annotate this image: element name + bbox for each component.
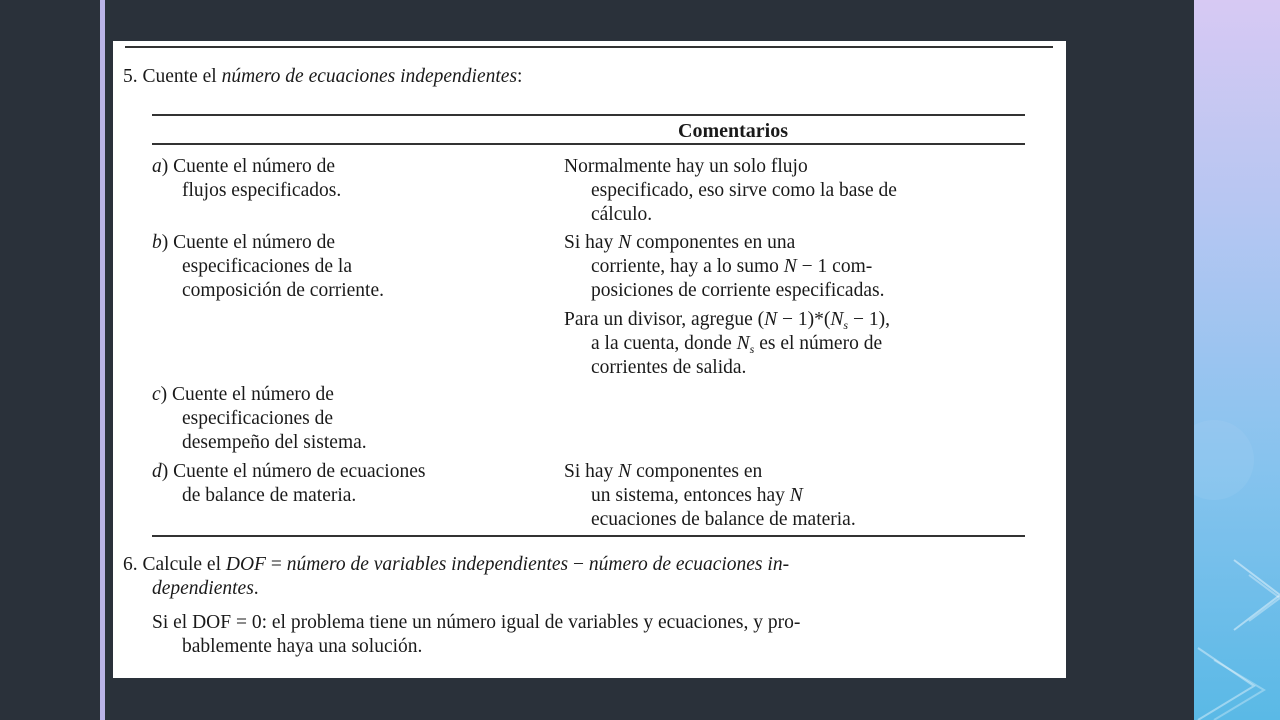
row-d-comment-line-2: un sistema, entonces hay N <box>591 485 803 506</box>
row-d-comment-line-1: Si hay N componentes en <box>564 461 763 482</box>
row-c-left-line-1: c) Cuente el número de <box>152 384 334 405</box>
table-header-rule <box>152 143 1025 145</box>
row-b-left-line-3: composición de corriente. <box>182 280 384 301</box>
row-b-comment-line-1: Si hay N componentes en una <box>564 232 796 253</box>
row-a-comment-line-3: cálculo. <box>591 204 653 225</box>
decorative-side-panel <box>1194 0 1280 720</box>
row-d-comment-line-3: ecuaciones de balance de materia. <box>591 509 856 530</box>
table-top-rule <box>152 114 1025 116</box>
row-a-left-line-1: a) Cuente el número de <box>152 156 336 177</box>
row-b-comment-line-3: posiciones de corriente especificadas. <box>591 280 885 301</box>
section-6-line-1: 6. Calcule el DOF = número de variables independientes − número de ecuaciones in- <box>123 554 790 575</box>
comments-header: Comentarios <box>678 120 788 142</box>
top-rule <box>125 46 1053 48</box>
row-b-comment-line-4: Para un divisor, agregue $(N - 1)*(N_s - 1)$, <box>564 309 890 332</box>
row-d-left-line-1: d) Cuente el número de ecuaciones <box>152 461 426 482</box>
row-c-left-line-2: especificaciones de <box>182 408 334 429</box>
left-accent-rule <box>100 0 105 720</box>
section-6-note-line-2: bablemente haya una solución. <box>182 636 423 657</box>
row-a-left-line-2: flujos especificados. <box>182 180 342 201</box>
row-d-left-line-2: de balance de materia. <box>182 485 357 506</box>
row-b-left-line-1: b) Cuente el número de <box>152 232 336 253</box>
section-6-line-2: dependientes. <box>152 578 259 599</box>
row-c-left-line-3: desempeño del sistema. <box>182 432 367 453</box>
section-6-note-line-1: Si el DOF = 0: el problema tiene un número igual de variables y ecuaciones, y pro- <box>152 612 801 633</box>
chevron-arrows-icon <box>1194 0 1280 720</box>
section-5-emphasis: número de ecuaciones independientes <box>221 66 518 87</box>
section-5-number: 5. <box>123 66 138 87</box>
section-5-tail: : <box>517 66 523 87</box>
section-5-lead: Cuente el <box>142 66 217 87</box>
row-a-comment-line-1: Normalmente hay un solo flujo <box>564 156 808 177</box>
row-b-comment-line-2: corriente, hay a lo sumo N − 1 com- <box>591 256 873 277</box>
document-page <box>113 41 1066 678</box>
row-b-comment-line-5: a la cuenta, donde $N_s$ es el número de <box>591 333 883 356</box>
row-b-comment-line-6: corrientes de salida. <box>591 357 747 378</box>
table-bottom-rule <box>152 535 1025 537</box>
row-b-left-line-2: especificaciones de la <box>182 256 352 277</box>
row-a-comment-line-2: especificado, eso sirve como la base de <box>591 180 897 201</box>
section-5-heading <box>123 65 522 89</box>
